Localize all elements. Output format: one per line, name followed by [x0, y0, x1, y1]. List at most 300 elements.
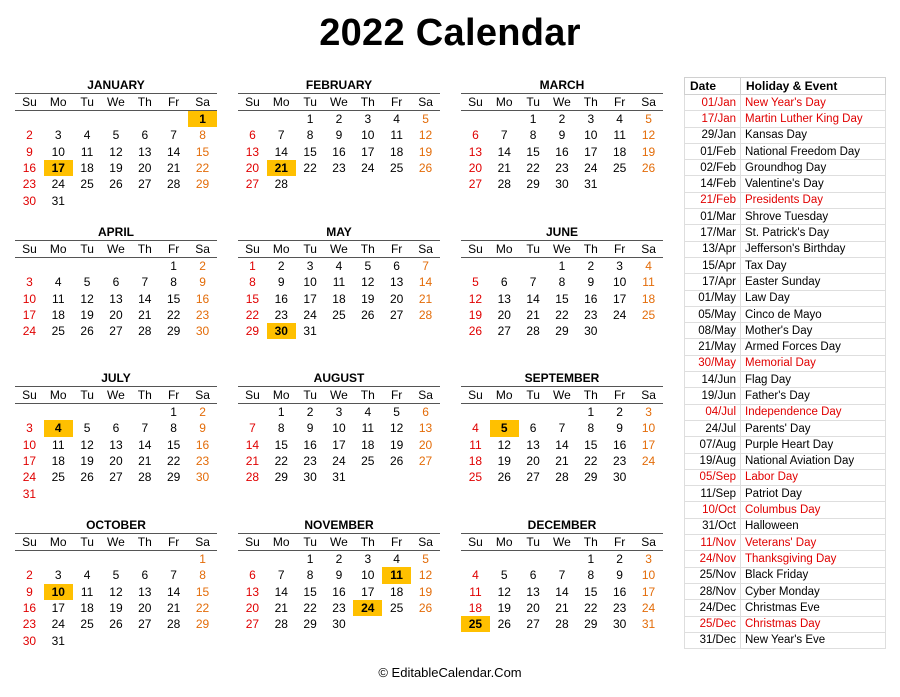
day-cell [353, 616, 382, 632]
day-cell [461, 192, 490, 208]
holiday-name: Purple Heart Day [741, 437, 886, 453]
weekday-header: Sa [188, 94, 217, 111]
day-cell: 4 [83, 568, 91, 583]
day-cell [15, 111, 44, 128]
day-cell: 18 [361, 437, 375, 452]
day-cell [461, 258, 490, 275]
day-cell: 20 [526, 601, 540, 616]
day-cell: 13 [418, 421, 433, 436]
day-cell: 25 [80, 177, 94, 192]
weekday-header: Tu [519, 387, 548, 404]
day-cell: 12 [389, 421, 404, 436]
day-cell: 25 [389, 601, 404, 616]
weekday-header: Sa [634, 241, 663, 258]
day-cell: 6 [529, 568, 537, 583]
day-cell: 4 [393, 552, 400, 567]
day-cell: 17 [584, 144, 598, 159]
weekday-header: Sa [634, 94, 663, 111]
day-cell [411, 339, 440, 355]
day-cell: 17 [612, 291, 627, 306]
day-cell [44, 339, 73, 355]
day-cell: 18 [389, 584, 404, 599]
day-cell [382, 192, 411, 208]
day-cell: 1 [277, 405, 285, 420]
day-cell: 7 [277, 128, 285, 143]
day-cell: 27 [526, 470, 540, 485]
weekday-header: Fr [159, 94, 188, 111]
day-cell: 24 [51, 617, 65, 632]
weekday-header: Tu [73, 241, 102, 258]
day-cell: 22 [195, 601, 210, 616]
holiday-name: Father's Day [741, 388, 886, 404]
day-cell: 3 [645, 405, 652, 420]
day-cell: 9 [199, 275, 206, 290]
weekday-header: Th [576, 241, 605, 258]
weekday-header: Tu [296, 387, 325, 404]
day-cell: 30 [22, 193, 37, 208]
month-february [238, 77, 440, 209]
day-cell: 22 [245, 308, 260, 323]
holiday-date: 01/Jan [685, 95, 741, 111]
holiday-row [685, 567, 886, 583]
day-cell: 28 [166, 177, 181, 192]
day-cell [411, 485, 440, 501]
day-cell: 27 [109, 324, 123, 339]
day-cell: 9 [199, 421, 206, 436]
day-cell: 21 [166, 601, 181, 616]
day-cell: 29 [166, 470, 181, 485]
day-cell: 5 [472, 275, 479, 290]
weekday-header: Mo [44, 241, 73, 258]
day-cell: 2 [587, 259, 595, 274]
day-cell: 2 [335, 552, 343, 567]
day-cell: 17 [303, 291, 317, 306]
weekday-header: Tu [296, 241, 325, 258]
day-cell [325, 485, 354, 501]
day-cell: 19 [418, 144, 433, 159]
weekday-header: Su [238, 534, 267, 551]
day-cell: 21 [418, 291, 433, 306]
day-cell: 7 [500, 128, 508, 143]
weekday-header: Sa [188, 387, 217, 404]
day-cell [411, 176, 440, 192]
day-cell [267, 339, 296, 355]
day-cell: 21 [555, 454, 569, 469]
day-cell: 24 [22, 470, 37, 485]
day-cell: 21 [267, 160, 296, 176]
day-cell: 16 [612, 584, 627, 599]
day-cell: 5 [83, 421, 91, 436]
day-cell: 13 [109, 291, 123, 306]
day-cell: 27 [138, 177, 152, 192]
day-cell: 1 [558, 259, 566, 274]
day-cell: 25 [80, 617, 94, 632]
day-cell [548, 551, 577, 568]
day-cell: 12 [80, 437, 94, 452]
day-cell: 10 [22, 437, 37, 452]
day-cell: 7 [249, 421, 256, 436]
day-cell: 11 [80, 144, 94, 159]
day-cell [490, 551, 519, 568]
day-cell: 14 [555, 584, 569, 599]
day-cell: 2 [26, 568, 33, 583]
day-cell: 19 [361, 291, 375, 306]
day-cell: 16 [22, 161, 37, 176]
day-cell: 18 [612, 144, 627, 159]
day-cell: 8 [587, 421, 595, 436]
day-cell [382, 323, 411, 339]
holiday-date: 13/Apr [685, 241, 741, 257]
weekday-header: Sa [411, 94, 440, 111]
day-cell: 19 [389, 437, 404, 452]
day-cell: 28 [555, 470, 569, 485]
day-cell: 21 [166, 161, 181, 176]
day-cell: 27 [497, 324, 511, 339]
day-cell: 17 [332, 437, 346, 452]
day-cell: 13 [138, 144, 152, 159]
day-cell: 12 [361, 275, 375, 290]
day-cell [325, 339, 354, 355]
holiday-name: St. Patrick's Day [741, 225, 886, 241]
day-cell [188, 485, 217, 501]
day-cell: 15 [303, 144, 317, 159]
day-cell [461, 339, 490, 355]
day-cell [461, 551, 490, 568]
holiday-date: 28/Nov [685, 583, 741, 599]
holiday-header-row [685, 78, 886, 95]
day-cell: 26 [497, 617, 511, 632]
day-cell: 27 [109, 470, 123, 485]
weekday-header: Sa [634, 387, 663, 404]
day-cell [353, 469, 382, 485]
day-cell: 16 [274, 291, 288, 306]
day-cell: 25 [641, 308, 656, 323]
weekday-header: Mo [490, 94, 519, 111]
weekday-header: Fr [605, 534, 634, 551]
month-august [238, 370, 440, 502]
day-cell: 17 [22, 454, 37, 469]
day-cell: 20 [109, 454, 123, 469]
holiday-name: Veterans' Day [741, 535, 886, 551]
holiday-date: 01/Mar [685, 209, 741, 225]
day-cell [519, 258, 548, 275]
holiday-date: 04/Jul [685, 404, 741, 420]
day-cell: 7 [141, 275, 149, 290]
day-cell: 1 [188, 111, 217, 128]
day-cell: 11 [469, 437, 482, 452]
day-cell: 18 [641, 291, 656, 306]
day-cell: 22 [303, 161, 317, 176]
day-cell: 29 [195, 177, 210, 192]
holiday-date: 01/Feb [685, 143, 741, 159]
weekday-header: Mo [490, 241, 519, 258]
day-cell [102, 551, 131, 568]
day-cell: 6 [112, 275, 120, 290]
holiday-row [685, 551, 886, 567]
day-cell: 28 [418, 308, 433, 323]
day-cell: 21 [555, 601, 569, 616]
day-cell: 26 [418, 161, 433, 176]
day-cell: 12 [497, 584, 511, 599]
day-cell: 23 [555, 161, 569, 176]
day-cell [519, 404, 548, 421]
day-cell [490, 485, 519, 501]
day-cell: 16 [22, 601, 37, 616]
day-cell: 15 [303, 584, 317, 599]
day-cell: 1 [199, 552, 206, 567]
holiday-date: 24/Jul [685, 420, 741, 436]
day-cell: 11 [80, 584, 94, 599]
weekday-header: Su [15, 387, 44, 404]
day-cell: 6 [472, 128, 479, 143]
holiday-name: Columbus Day [741, 502, 886, 518]
month-june [461, 224, 663, 356]
day-cell: 16 [195, 291, 210, 306]
day-cell: 28 [138, 470, 152, 485]
day-cell: 20 [245, 601, 260, 616]
day-cell: 19 [80, 454, 94, 469]
day-cell: 23 [22, 177, 37, 192]
day-cell [490, 404, 519, 421]
holiday-row [685, 502, 886, 518]
day-cell: 10 [361, 568, 375, 583]
day-cell [267, 192, 296, 208]
day-cell: 16 [303, 437, 317, 452]
day-cell: 14 [166, 144, 181, 159]
holiday-date: 31/Oct [685, 518, 741, 534]
holiday-date: 25/Nov [685, 567, 741, 583]
day-cell: 3 [645, 552, 652, 567]
day-cell: 29 [555, 324, 569, 339]
day-cell: 26 [468, 324, 483, 339]
day-cell: 20 [245, 161, 260, 176]
month-april [15, 224, 217, 356]
footer-credit: © EditableCalendar.Com [378, 665, 522, 680]
month-december [461, 517, 663, 649]
day-cell: 5 [393, 405, 400, 420]
day-cell: 21 [274, 601, 288, 616]
day-cell: 18 [51, 308, 65, 323]
day-cell [519, 551, 548, 568]
day-cell [130, 339, 159, 355]
holiday-date: 21/May [685, 339, 741, 355]
day-cell: 23 [195, 454, 210, 469]
day-cell [519, 485, 548, 501]
holiday-name: Shrove Tuesday [741, 209, 886, 225]
weekday-header: Th [353, 387, 382, 404]
holiday-row [685, 209, 886, 225]
day-cell: 29 [584, 470, 598, 485]
day-cell: 12 [418, 128, 433, 143]
day-cell: 17 [641, 584, 656, 599]
day-cell [353, 632, 382, 648]
day-cell: 3 [364, 112, 372, 127]
day-cell: 8 [199, 128, 206, 143]
day-cell [102, 485, 131, 501]
weekday-header: Th [130, 534, 159, 551]
day-cell [296, 632, 325, 648]
holiday-date: 02/Feb [685, 160, 741, 176]
day-cell [73, 485, 102, 501]
holiday-date: 08/May [685, 323, 741, 339]
day-cell: 24 [641, 454, 656, 469]
month-name: SEPTEMBER [524, 371, 600, 385]
day-cell: 11 [390, 128, 403, 143]
weekday-header: We [102, 387, 131, 404]
day-cell: 9 [277, 275, 285, 290]
holiday-row [685, 355, 886, 371]
day-cell: 9 [306, 421, 314, 436]
day-cell: 9 [26, 144, 33, 159]
day-cell: 13 [138, 584, 152, 599]
day-cell [605, 176, 634, 192]
day-cell [130, 404, 159, 421]
holiday-name: National Aviation Day [741, 453, 886, 469]
day-cell [44, 551, 73, 568]
weekday-header: Tu [73, 387, 102, 404]
day-cell [130, 111, 159, 128]
day-cell [634, 192, 663, 208]
day-cell [238, 111, 267, 128]
day-cell: 22 [303, 601, 317, 616]
holiday-date: 01/May [685, 290, 741, 306]
weekday-header: Su [15, 94, 44, 111]
month-name: JULY [101, 371, 131, 385]
day-cell [15, 258, 44, 275]
day-cell: 3 [335, 405, 343, 420]
weekday-header: Tu [519, 94, 548, 111]
day-cell: 5 [490, 420, 519, 436]
day-cell: 18 [51, 454, 65, 469]
day-cell [490, 111, 519, 128]
holiday-name: Kansas Day [741, 127, 886, 143]
day-cell: 28 [245, 470, 260, 485]
holiday-name: Cyber Monday [741, 583, 886, 599]
day-cell [605, 485, 634, 501]
day-cell: 11 [52, 437, 65, 452]
day-cell [325, 192, 354, 208]
day-cell: 27 [389, 308, 404, 323]
day-cell: 14 [166, 584, 181, 599]
day-cell: 20 [468, 161, 483, 176]
day-cell: 10 [332, 421, 346, 436]
day-cell: 23 [332, 601, 346, 616]
day-cell: 13 [526, 584, 540, 599]
day-cell [548, 485, 577, 501]
day-cell: 31 [51, 633, 65, 648]
day-cell: 12 [109, 584, 123, 599]
day-cell: 24 [51, 177, 65, 192]
day-cell: 3 [306, 259, 314, 274]
day-cell: 2 [335, 112, 343, 127]
day-cell: 3 [364, 552, 372, 567]
day-cell [576, 339, 605, 355]
holiday-row [685, 583, 886, 599]
day-cell: 20 [138, 601, 152, 616]
holiday-date: 11/Sep [685, 486, 741, 502]
day-cell: 23 [303, 454, 317, 469]
weekday-header: Th [576, 534, 605, 551]
day-cell: 24 [641, 601, 656, 616]
weekday-header: Fr [605, 387, 634, 404]
holiday-row [685, 404, 886, 420]
day-cell: 6 [141, 568, 149, 583]
weekday-header: Th [576, 94, 605, 111]
day-cell [576, 485, 605, 501]
holiday-row [685, 274, 886, 290]
day-cell [15, 339, 44, 355]
day-cell: 16 [332, 584, 346, 599]
day-cell [238, 485, 267, 501]
weekday-header: Fr [382, 534, 411, 551]
weekday-header: Mo [267, 241, 296, 258]
weekday-header: Mo [267, 387, 296, 404]
day-cell: 7 [529, 275, 537, 290]
day-cell [411, 632, 440, 648]
day-cell: 1 [170, 259, 177, 274]
holiday-row [685, 192, 886, 208]
day-cell: 6 [112, 421, 120, 436]
day-cell: 27 [245, 177, 260, 192]
holiday-date-header: Date [685, 78, 741, 95]
day-cell: 7 [277, 568, 285, 583]
day-cell [411, 616, 440, 632]
weekday-header: Su [238, 387, 267, 404]
holiday-name: Mother's Day [741, 323, 886, 339]
day-cell [325, 176, 354, 192]
holiday-row [685, 486, 886, 502]
day-cell: 13 [468, 144, 483, 159]
weekday-header: Fr [382, 94, 411, 111]
weekday-header: Tu [296, 94, 325, 111]
day-cell: 17 [22, 308, 37, 323]
day-cell: 11 [382, 567, 411, 583]
month-name: JUNE [545, 225, 578, 239]
holiday-date: 15/Apr [685, 257, 741, 273]
holiday-name: Flag Day [741, 372, 886, 388]
weekday-header: We [325, 94, 354, 111]
day-cell: 14 [274, 144, 288, 159]
day-cell: 1 [529, 112, 537, 127]
holiday-name: Cinco de Mayo [741, 306, 886, 322]
day-cell: 5 [500, 568, 508, 583]
day-cell: 31 [303, 324, 317, 339]
day-cell [548, 339, 577, 355]
day-cell: 22 [166, 454, 181, 469]
weekday-header: Th [130, 94, 159, 111]
month-name: MARCH [539, 78, 585, 92]
day-cell: 7 [558, 421, 566, 436]
holiday-name: Thanksgiving Day [741, 551, 886, 567]
holiday-name: Independence Day [741, 404, 886, 420]
day-cell: 1 [249, 259, 256, 274]
day-cell: 27 [245, 617, 260, 632]
day-cell: 30 [332, 617, 346, 632]
day-cell: 30 [195, 324, 210, 339]
day-cell: 29 [526, 177, 540, 192]
day-cell: 28 [555, 617, 569, 632]
day-cell: 10 [361, 128, 375, 143]
day-cell [548, 632, 577, 648]
weekday-header: Sa [188, 534, 217, 551]
weekday-header: Sa [411, 387, 440, 404]
holiday-name: Memorial Day [741, 355, 886, 371]
day-cell: 28 [138, 324, 152, 339]
holiday-date: 11/Nov [685, 535, 741, 551]
month-may [238, 224, 440, 356]
day-cell: 21 [497, 161, 511, 176]
day-cell: 15 [584, 437, 598, 452]
